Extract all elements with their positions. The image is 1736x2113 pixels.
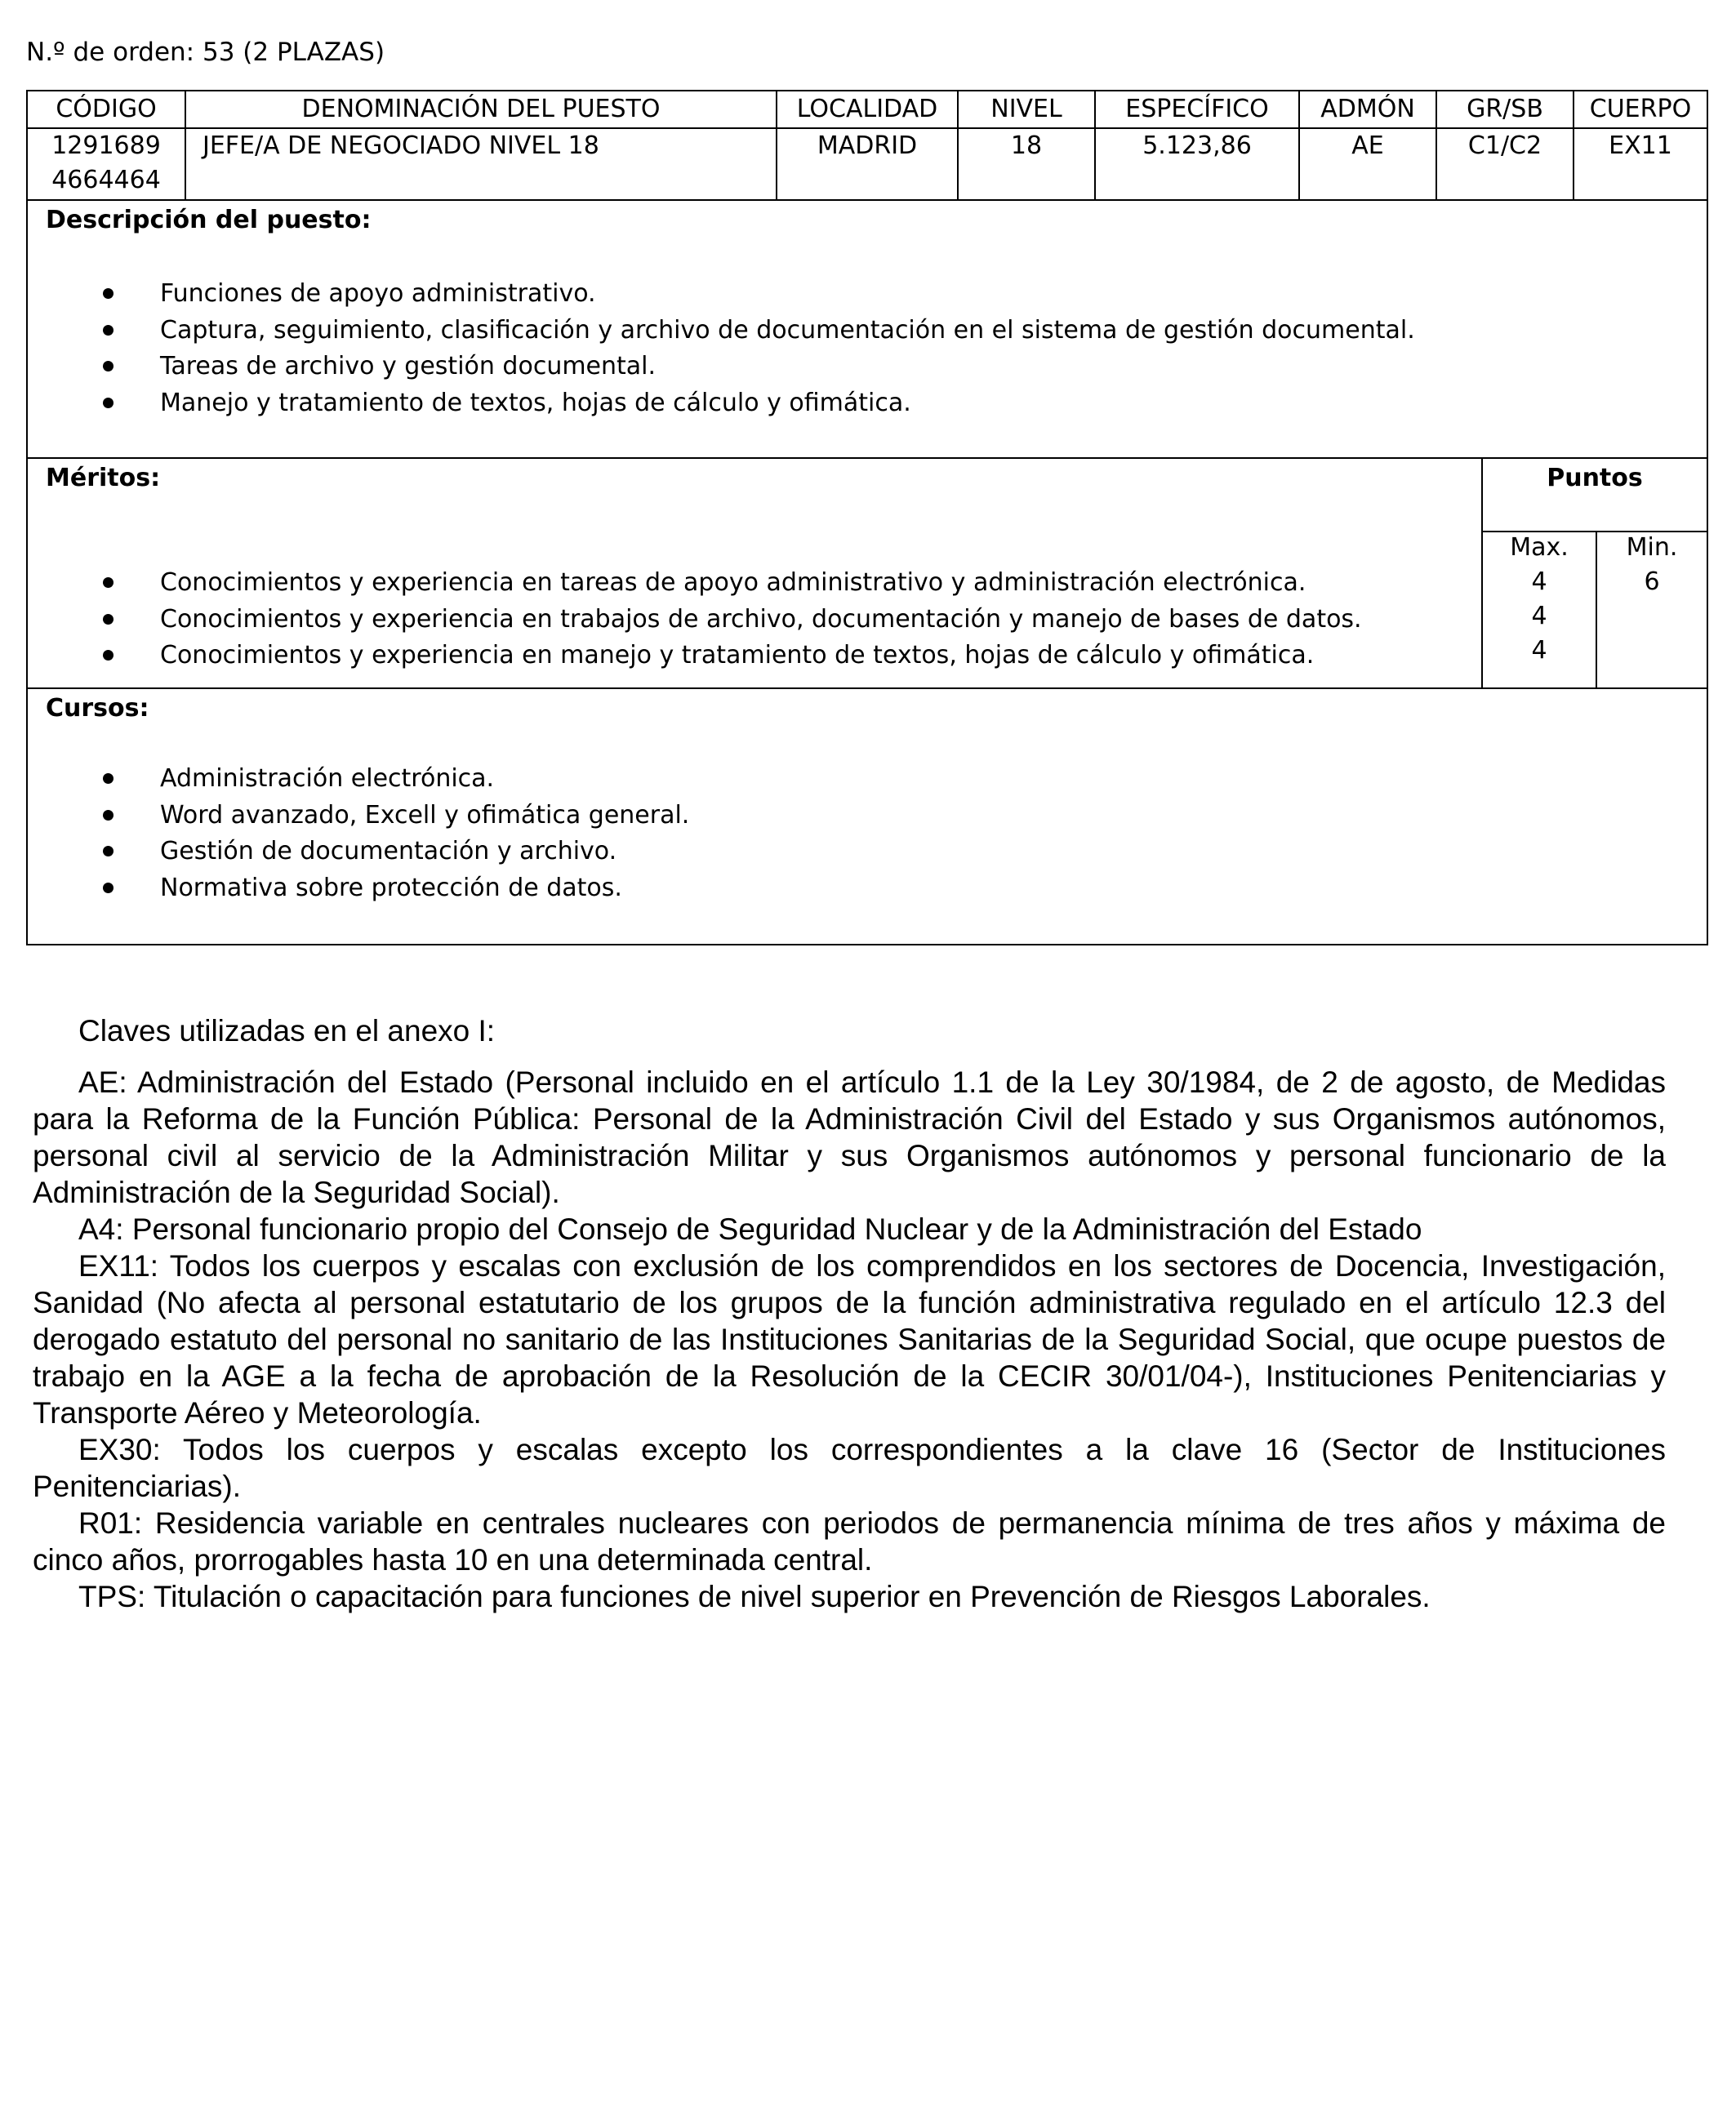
bullet-icon (103, 361, 114, 371)
bullet-icon (103, 614, 114, 625)
bullet-icon (103, 883, 114, 893)
list-item: Conocimientos y experiencia en trabajos de archivo, documentación y manejo de bases de datos. (28, 602, 1362, 638)
list-item: Funciones de apoyo administrativo. (28, 276, 1415, 313)
localidad-value: MADRID (817, 131, 918, 160)
bullet-icon (103, 773, 114, 784)
points-min (1597, 531, 1707, 687)
nivel-value: 18 (1010, 131, 1043, 160)
col-cuerpo (1574, 91, 1707, 199)
denominacion-value: JEFE/A DE NEGOCIADO NIVEL 18 (203, 131, 599, 160)
header-cuerpo: CUERPO (1574, 91, 1707, 129)
clave-ex11: EX11: Todos los cuerpos y escalas con exclusión de los comprendidos en los sectores de Docencia, Investigación, Sanidad (No afecta al personal estatutario de los grupos de la función administrativa regulado en el artículo 12.3 del derogado estatuto del personal no sanitario de las Instituciones Sanitarias de la Seguridad Social, que ocupe puestos de trabajo en la AGE a la fecha de aprobación de la Resolución de la CECIR 30/01/04-), Instituciones Penitenciarias y Transporte Aéreo y Meteorología. (33, 1249, 1666, 1430)
codigo-values (28, 129, 185, 198)
header-especifico: ESPECÍFICO (1096, 91, 1298, 129)
list-item: Conocimientos y experiencia en tareas de apoyo administrativo y administración electrónica. (28, 565, 1362, 602)
clave-a4: A4: Personal funcionario propio del Consejo de Seguridad Nuclear y de la Administración del Estado (78, 1212, 1422, 1246)
clave-r01: R01: Residencia variable en centrales nucleares con periodos de permanencia mínima de tres años y máxima de cinco años, prorrogables hasta 10 en una determinada central. (33, 1506, 1666, 1577)
col-localidad (777, 91, 959, 199)
points-title: Puntos (1483, 460, 1707, 532)
list-item: Administración electrónica. (28, 761, 689, 798)
clave-ex30: EX30: Todos los cuerpos y escalas excepto los correspondientes a la clave 16 (Sector de Instituciones Penitenciarias). (33, 1433, 1666, 1503)
clave-ae: AE: Administración del Estado (Personal incluido en el artículo 1.1 de la Ley 30/1984, de 2 de agosto, de Medidas para la Reforma de la Función Pública: Personal de la Administración Civil del Estado y sus Organismos autónomos, personal civil al servicio de la Administración Militar y sus Organismos autónomos y personal funcionario de la Administración de la Seguridad Social). (33, 1065, 1666, 1209)
claves-section (33, 1012, 1666, 1615)
bullet-icon (103, 325, 114, 336)
header-grsb: GR/SB (1437, 91, 1573, 129)
header-admon: ADMÓN (1300, 91, 1436, 129)
bullet-icon (103, 650, 114, 661)
max-value: 4 (1531, 567, 1547, 596)
admon-value: AE (1351, 131, 1384, 160)
bullet-icon (103, 810, 114, 821)
col-grsb (1437, 91, 1574, 199)
points-column (1481, 459, 1707, 687)
max-value: 4 (1531, 636, 1547, 665)
claves-title: Claves utilizadas en el anexo I: (78, 1014, 496, 1048)
max-value: 4 (1531, 602, 1547, 630)
courses-section (26, 687, 1708, 945)
min-value: 6 (1644, 567, 1660, 596)
header-denominacion: DENOMINACIÓN DEL PUESTO (186, 91, 776, 129)
header-codigo: CÓDIGO (28, 91, 185, 129)
courses-list (28, 761, 689, 906)
merits-title: Méritos: (46, 464, 161, 492)
cuerpo-value: EX11 (1609, 131, 1672, 160)
col-nivel (959, 91, 1096, 199)
merits-section (26, 457, 1708, 689)
list-item: Gestión de documentación y archivo. (28, 834, 689, 870)
description-section (26, 199, 1708, 459)
clave-tps: TPS: Titulación o capacitación para funciones de nivel superior en Prevención de Riesgos Laborales. (78, 1580, 1431, 1613)
list-item: Tareas de archivo y gestión documental. (28, 349, 1415, 385)
list-item: Word avanzado, Excell y ofimática general. (28, 798, 689, 834)
header-nivel: NIVEL (959, 91, 1094, 129)
points-max (1483, 531, 1597, 687)
codigo-1: 1291689 (51, 131, 161, 160)
position-table (26, 90, 1708, 201)
codigo-2: 4664464 (51, 166, 161, 194)
list-item: Manejo y tratamiento de textos, hojas de cálculo y ofimática. (28, 385, 1415, 422)
bullet-icon (103, 288, 114, 299)
list-item: Conocimientos y experiencia en manejo y tratamiento de textos, hojas de cálculo y ofimática. (28, 638, 1362, 674)
especifico-value: 5.123,86 (1142, 131, 1252, 160)
col-codigo (28, 91, 186, 199)
col-admon (1300, 91, 1437, 199)
bullet-icon (103, 577, 114, 588)
description-list (28, 276, 1415, 421)
bullet-icon (103, 398, 114, 408)
bullet-icon (103, 846, 114, 856)
min-label: Min. (1626, 533, 1678, 562)
order-number: N.º de orden: 53 (2 PLAZAS) (26, 38, 385, 67)
grsb-value: C1/C2 (1467, 131, 1542, 160)
courses-title: Cursos: (46, 694, 149, 723)
list-item: Normativa sobre protección de datos. (28, 870, 689, 907)
list-item: Captura, seguimiento, clasificación y archivo de documentación en el sistema de gestión documental. (28, 313, 1415, 349)
col-denominacion (186, 91, 777, 199)
merits-list (28, 565, 1362, 674)
header-localidad: LOCALIDAD (777, 91, 957, 129)
col-especifico (1096, 91, 1300, 199)
description-title: Descripción del puesto: (46, 206, 372, 234)
max-label: Max. (1510, 533, 1569, 562)
